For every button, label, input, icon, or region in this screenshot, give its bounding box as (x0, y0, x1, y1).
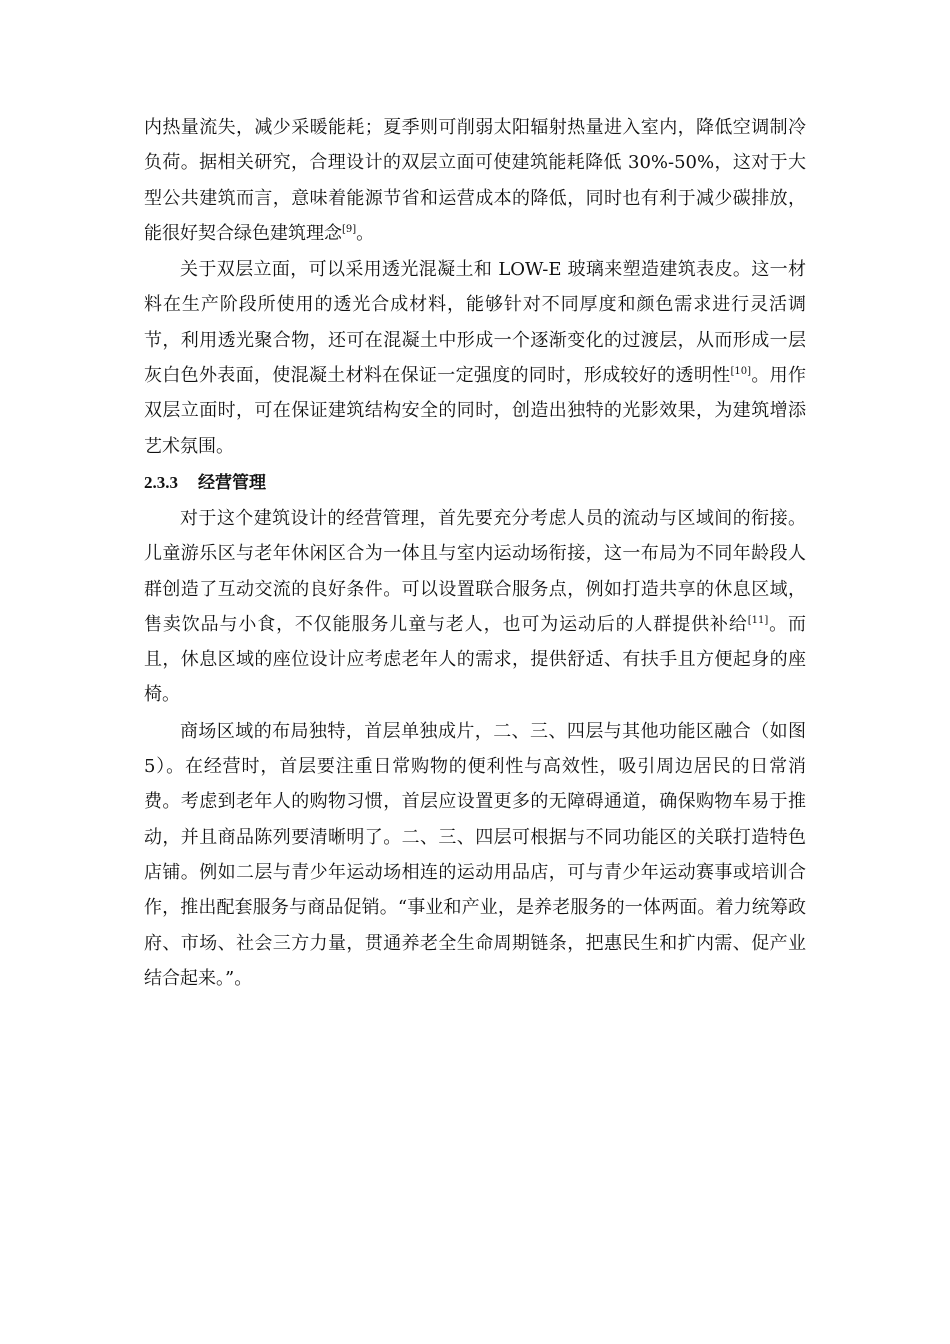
section-heading (144, 465, 806, 501)
paragraph-text: 关于双层立面，可以采用透光混凝土和 LOW-E 玻璃来塑造建筑表皮。这一材料在生产阶段所使用的透光合成材料，能够针对不同厚度和颜色需求进行灵活调节，利用透光聚合物，还可在混凝土中形成一个逐渐变化的过渡层，从而形成一层灰白色外表面，使混凝土材料在保证一定强度的同时，形成较好的透明性 (144, 259, 806, 387)
paragraph-double-facade (144, 252, 806, 464)
paragraph-mall-layout (144, 714, 806, 996)
paragraph-text-tail: 。而且，休息区域的座位设计应考虑老年人的需求，提供舒适、有扶手且方便起身的座椅。 (144, 613, 806, 706)
paragraph-text-tail: 。用作双层立面时，可在保证建筑结构安全的同时，创造出独特的光影效果，为建筑增添艺术氛围。 (144, 365, 806, 457)
paragraph-text: 内热量流失，减少采暖能耗；夏季则可削弱太阳辐射热量进入室内，降低空调制冷负荷。据相关研究，合理设计的双层立面可使建筑能耗降低 30%-50%，这对于大型公共建筑而言，意味着能源节省和运营成本的降低，同时也有利于减少碳排放，能很好契合绿色建筑理念 (144, 117, 806, 244)
citation-ref: [10] (730, 366, 752, 378)
document-page (144, 110, 806, 997)
section-number: 2.3.3 (144, 472, 178, 492)
paragraph-text: 对于这个建筑设计的经营管理，首先要充分考虑人员的流动与区域间的衔接。儿童游乐区与老年休闲区合为一体且与室内运动场衔接，这一布局为不同年龄段人群创造了互动交流的良好条件。可以设置联合服务点，例如打造共享的休息区域，售卖饮品与小食，不仅能服务儿童与老人，也可为运动后的人群提供补给 (144, 507, 806, 635)
paragraph-text-tail: 。 (356, 222, 375, 244)
paragraph-operation-management (144, 501, 806, 713)
citation-ref: [9] (342, 223, 357, 235)
paragraph-energy-saving (144, 110, 806, 251)
citation-ref: [11] (747, 614, 769, 626)
paragraph-text: 商场区域的布局独特，首层单独成片，二、三、四层与其他功能区融合（如图 5）。在经营时，首层要注重日常购物的便利性与高效性，吸引周边居民的日常消费。考虑到老年人的购物习惯，首层应设置更多的无障碍通道，确保购物车易于推动，并且商品陈列要清晰明了。二、三、四层可根据与不同功能区的关联打造特色店铺。例如二层与青少年运动场相连的运动用品店，可与青少年运动赛事或培训合作，推出配套服务与商品促销。“事业和产业，是养老服务的一体两面。着力统筹政府、市场、社会三方力量，贯通养老全生命周期链条，把惠民生和扩内需、促产业结合起来。”。 (144, 720, 806, 989)
section-title: 经营管理 (198, 472, 266, 493)
